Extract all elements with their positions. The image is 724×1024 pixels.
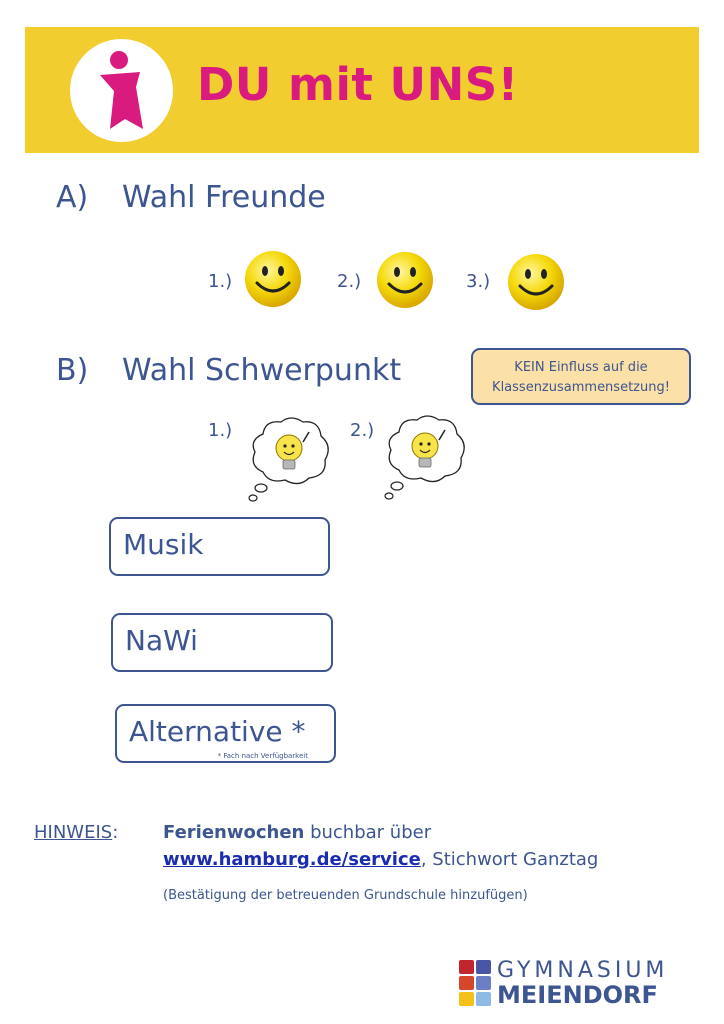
- section-b-title: Wahl Schwerpunkt: [122, 353, 402, 388]
- banner-title: DU mit UNS!: [197, 58, 519, 111]
- person-icon: [70, 39, 173, 142]
- friend-choice-3-number: 3.): [466, 271, 491, 292]
- section-b-heading: [56, 353, 456, 393]
- friend-choice-2-number: 2.): [337, 271, 362, 292]
- section-b-letter: B): [56, 353, 89, 388]
- smiley-icon: [506, 252, 566, 312]
- info-note-line-2: Klassenzusammensetzung!: [492, 380, 670, 395]
- section-a-letter: A): [56, 180, 89, 215]
- section-a-heading: [56, 180, 456, 220]
- option-nawi[interactable]: [111, 613, 333, 672]
- option-label: Alternative *: [129, 715, 306, 748]
- hint-text-1: buchbar über: [304, 822, 432, 843]
- hint-link[interactable]: www.hamburg.de/service: [163, 849, 421, 870]
- focus-choice-1-number: 1.): [208, 420, 233, 441]
- option-alternative[interactable]: [115, 704, 336, 763]
- logo-circle: [70, 39, 173, 142]
- option-label: Musik: [123, 528, 204, 561]
- hint-text-2: , Stichwort Ganztag: [420, 849, 599, 870]
- hint-bold: Ferienwochen: [163, 822, 305, 843]
- info-note-line-1: KEIN Einfluss auf die: [514, 360, 648, 375]
- lightbulb-thought-icon: [381, 410, 469, 502]
- school-logo: [459, 958, 689, 1008]
- hinweis-label: HINWEIS:: [34, 822, 119, 843]
- smiley-icon: [243, 249, 303, 309]
- school-name-line-1: GYMNASIUM: [497, 958, 669, 983]
- hint-line-2: [163, 849, 598, 870]
- option-footnote: * Fach nach Verfügbarkeit: [217, 752, 308, 760]
- hint-line-1: [163, 822, 431, 843]
- option-musik[interactable]: [109, 517, 330, 576]
- focus-choice-2-number: 2.): [350, 420, 375, 441]
- school-logo-squares-icon: [459, 960, 493, 1006]
- lightbulb-thought-icon: [245, 412, 333, 504]
- option-label: NaWi: [125, 624, 198, 657]
- friend-choice-1-number: 1.): [208, 271, 233, 292]
- hint-note: (Bestätigung der betreuenden Grundschule hinzufügen): [163, 888, 528, 903]
- smiley-icon: [375, 250, 435, 310]
- school-name-line-2: MEIENDORF: [497, 981, 658, 1009]
- info-note-box: [471, 348, 691, 405]
- section-a-title: Wahl Freunde: [122, 180, 326, 215]
